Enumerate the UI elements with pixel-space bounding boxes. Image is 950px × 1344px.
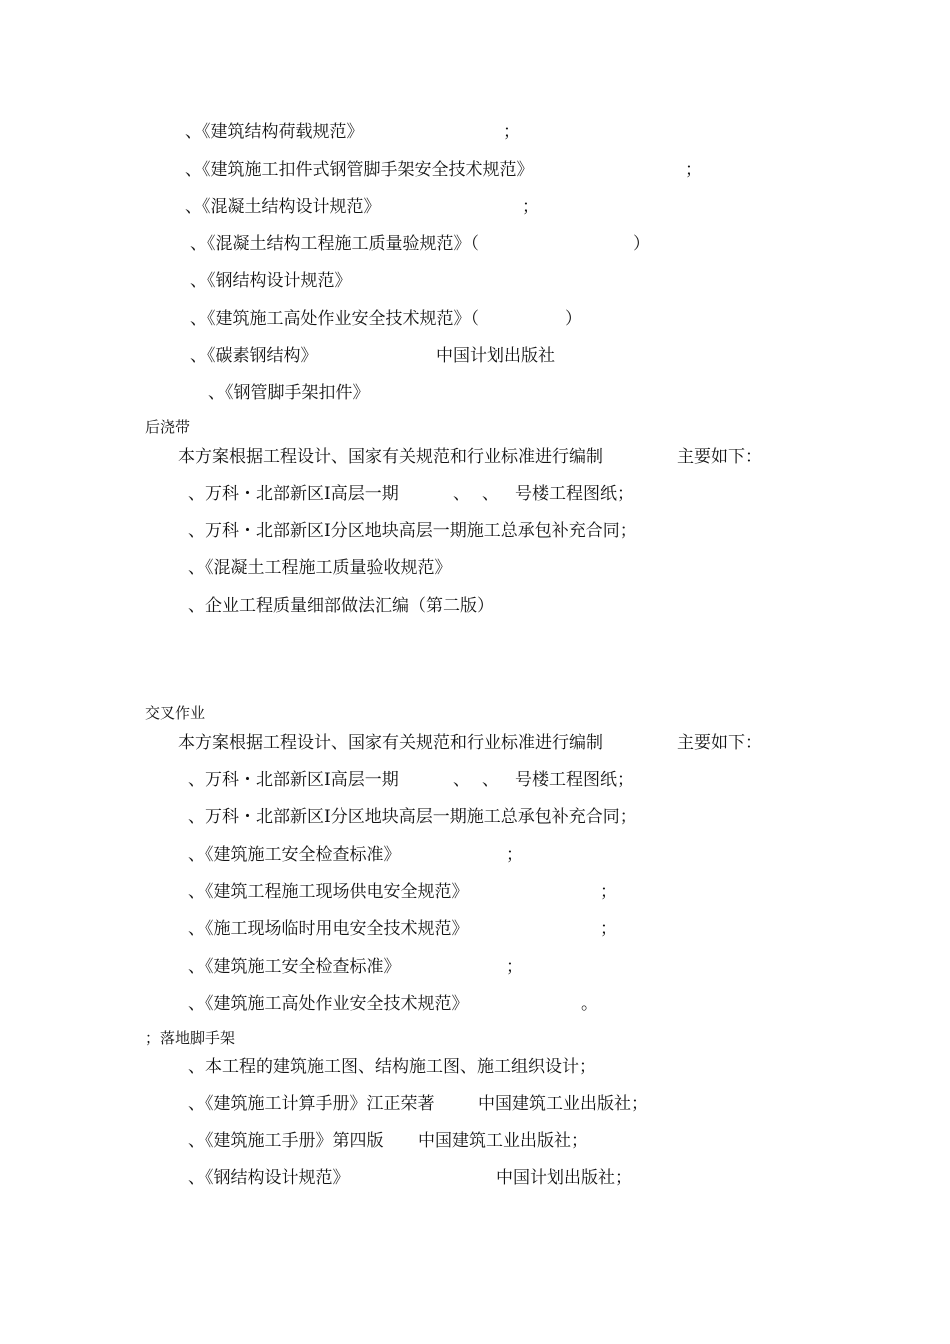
item-text-tail: 号楼工程图纸； (515, 484, 634, 504)
item-text: 、《钢结构设计规范》 (188, 1168, 350, 1188)
item-text: 、《混凝土结构工程施工质量验规范》（ (190, 234, 479, 254)
item-text: 、本工程的建筑施工图、结构施工图、施工组织设计； (188, 1057, 596, 1077)
item-sep: 、 (453, 484, 470, 504)
item-text: 、企业工程质量细部做法汇编（第二版） (188, 596, 494, 616)
item-publisher: 中国建筑工业出版社； (418, 1131, 588, 1151)
item-text: 、《建筑施工高处作业安全技术规范》 (188, 994, 469, 1014)
item-text: 、《建筑施工安全检查标准》 (188, 845, 401, 865)
item-text: 、《建筑施工扣件式钢管脚手架安全技术规范》 (185, 160, 534, 180)
intro-tail: 主要如下： (677, 447, 762, 467)
item-text: 、《碳素钢结构》 (190, 346, 318, 366)
item-punct: ； (522, 197, 539, 217)
item-punct: ； (685, 160, 702, 180)
section-heading: 交叉作业 (145, 704, 206, 722)
item-text: 、《钢管脚手架扣件》 (208, 383, 370, 403)
item-punct: ； (600, 882, 617, 902)
item-publisher: 中国计划出版社； (496, 1168, 632, 1188)
item-text: 、万科・北部新区Ⅰ分区地块高层一期施工总承包补充合同； (188, 807, 637, 827)
item-text: 、万科・北部新区Ⅰ高层一期 (188, 484, 399, 504)
section-heading: ；落地脚手架 (145, 1029, 236, 1047)
item-text: 、《混凝土结构设计规范》 (185, 197, 381, 217)
item-sep: 、 (453, 770, 470, 790)
item-text: 、万科・北部新区Ⅰ分区地块高层一期施工总承包补充合同； (188, 521, 637, 541)
item-text: 、万科・北部新区Ⅰ高层一期 (188, 770, 399, 790)
item-sep: 、 (482, 770, 499, 790)
item-punct: ； (503, 122, 520, 142)
intro-text: 本方案根据工程设计、国家有关规范和行业标准进行编制 (178, 447, 603, 467)
intro-tail: 主要如下： (677, 733, 762, 753)
item-text-tail: 号楼工程图纸； (515, 770, 634, 790)
item-text: 、《施工现场临时用电安全技术规范》 (188, 919, 469, 939)
section-heading: 后浇带 (145, 418, 191, 436)
item-punct: 。 (581, 994, 598, 1014)
item-text: 、《建筑施工高处作业安全技术规范》（ (190, 309, 479, 329)
item-punct: ； (506, 845, 523, 865)
item-text: 、《建筑施工手册》第四版 (188, 1131, 384, 1151)
intro-text: 本方案根据工程设计、国家有关规范和行业标准进行编制 (178, 733, 603, 753)
item-punct: ） (633, 234, 650, 254)
item-sep: 、 (482, 484, 499, 504)
item-text: 、《建筑工程施工现场供电安全规范》 (188, 882, 469, 902)
item-text: 、《建筑施工安全检查标准》 (188, 957, 401, 977)
item-text: 、《钢结构设计规范》 (190, 271, 352, 291)
item-punct: ； (600, 919, 617, 939)
item-text: 、《建筑施工计算手册》江正荣著 (188, 1094, 435, 1114)
item-punct: ； (506, 957, 523, 977)
item-publisher: 中国建筑工业出版社； (478, 1094, 648, 1114)
item-publisher: 中国计划出版社 (436, 346, 555, 366)
item-text: 、《建筑结构荷载规范》 (185, 122, 364, 142)
item-punct: ） (565, 309, 582, 329)
item-text: 、《混凝土工程施工质量验收规范》 (188, 558, 452, 578)
